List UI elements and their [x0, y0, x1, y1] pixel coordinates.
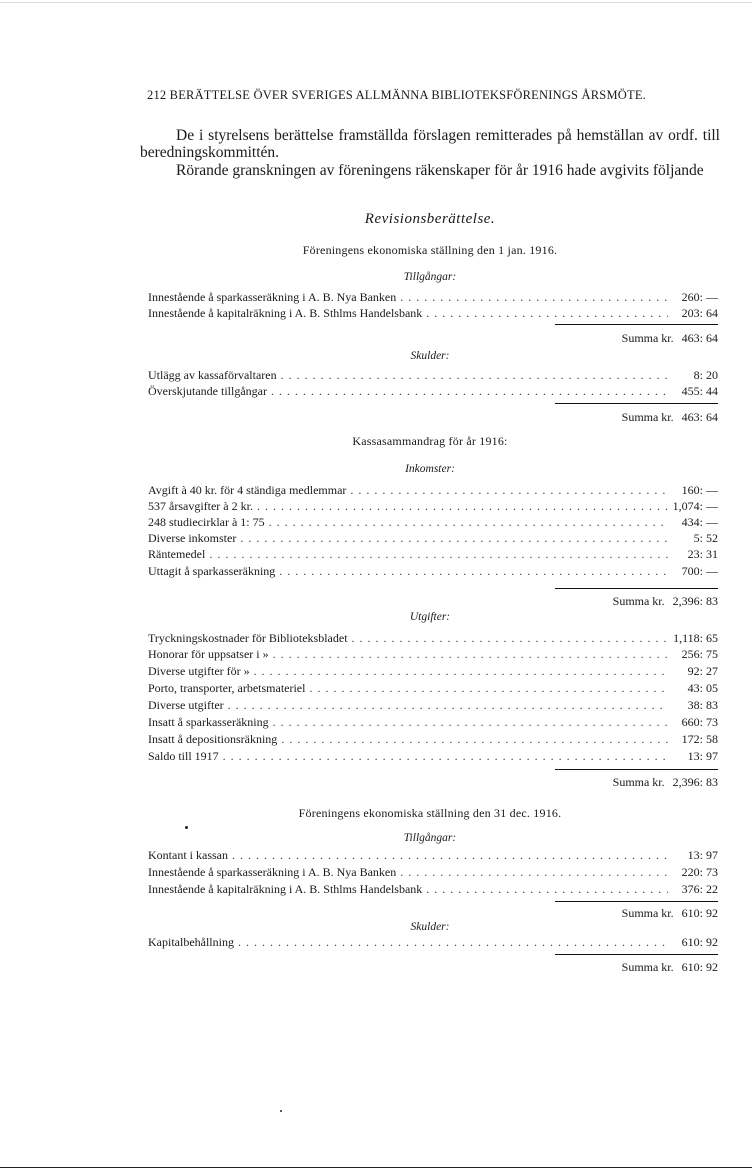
sum-line [613, 593, 718, 609]
row-label: Innestående å sparkasseräkning i A. B. Nya Banken [148, 865, 397, 879]
running-header: 212 BERÄTTELSE ÖVER SVERIGES ALLMÄNNA BIBLIOTEKSFÖRENINGS ÅRSMÖTE. [147, 88, 646, 102]
row-amount: 43: 05 [687, 681, 718, 695]
assets-heading-jan: Tillgångar: [403, 271, 457, 283]
ledger-row [148, 881, 718, 897]
sum-label: Summa kr. [621, 960, 674, 974]
section-heading-cash-summary: Kassasammandrag för år 1916: [352, 434, 508, 448]
row-label: Avgift à 40 kr. för 4 ständiga medlemmar [148, 483, 347, 497]
row-amount: 13: 97 [687, 848, 718, 862]
sum-label: Summa kr. [612, 775, 665, 789]
row-amount: 700: — [681, 564, 718, 578]
sum-label: Summa kr. [621, 906, 674, 920]
ledger-row [148, 563, 718, 579]
row-amount: 13: 97 [687, 749, 718, 763]
row-label: Kontant i kassan [148, 848, 228, 862]
sum-rule [555, 403, 718, 404]
ledger-row [148, 367, 718, 383]
row-amount: 1,118: 65 [673, 631, 718, 645]
ledger-row [148, 289, 718, 305]
row-amount: 1,074: — [672, 499, 718, 513]
row-label: Överskjutande tillgångar [148, 384, 267, 398]
sum-rule [555, 954, 718, 955]
row-label: Innestående å sparkasseräkning i A. B. Nya Banken [148, 290, 397, 304]
row-amount: 160: — [681, 483, 718, 497]
row-label: Insatt å sparkasseräkning [148, 715, 269, 729]
row-label: Tryckningskostnader för Biblioteksbladet [148, 631, 348, 645]
sum-line [622, 905, 718, 921]
sum-label: Summa kr. [612, 594, 665, 608]
row-label: Insatt å depositionsräkning [148, 732, 278, 746]
row-amount: 38: 83 [687, 698, 718, 712]
paragraph-audit: Rörande granskningen av föreningens räkenskaper för år 1916 hade avgivits följande [176, 162, 704, 179]
ledger-row [148, 383, 718, 399]
sum-line [622, 409, 718, 425]
row-amount: 660: 73 [681, 715, 718, 729]
section-heading-jan: Föreningens ekonomiska ställning den 1 jan. 1916. [302, 243, 558, 257]
sum-label: Summa kr. [621, 331, 674, 345]
row-amount: 203: 64 [681, 306, 718, 320]
row-label: 537 årsavgifter à 2 kr. [148, 499, 253, 513]
row-amount: 260: — [681, 290, 718, 304]
print-speck [185, 826, 188, 829]
sum-rule [555, 769, 718, 770]
sum-amount: 463: 64 [681, 410, 718, 424]
row-label: Utlägg av kassaförvaltaren [148, 368, 277, 382]
row-label: Honorar för uppsatser i » [148, 647, 269, 661]
row-amount: 376: 22 [681, 882, 718, 896]
sum-amount: 2,396: 83 [672, 775, 718, 789]
row-amount: 8: 20 [693, 368, 718, 382]
row-amount: 92: 27 [687, 664, 718, 678]
paragraph-remittance: De i styrelsens berättelse framställda förslagen remitterades på hemställan av ordf. till beredningskommittén. [140, 127, 720, 161]
row-amount: 23: 31 [687, 547, 718, 561]
liabilities-heading-dec: Skulder: [410, 921, 450, 933]
row-label: Räntemedel [148, 547, 206, 561]
sum-rule [555, 324, 718, 325]
sum-rule [555, 901, 718, 902]
row-amount: 172: 58 [681, 732, 718, 746]
report-title: Revisionsberättelse. [364, 211, 496, 227]
ledger-row [148, 934, 718, 950]
row-label: Diverse utgifter [148, 698, 224, 712]
sum-line [613, 774, 718, 790]
row-amount: 5: 52 [693, 531, 718, 545]
liabilities-heading-jan: Skulder: [410, 350, 450, 362]
row-label: Porto, transporter, arbetsmateriel [148, 681, 306, 695]
row-label: Kapitalbehållning [148, 935, 234, 949]
expenses-heading: Utgifter: [409, 611, 451, 623]
ledger-row [148, 731, 718, 747]
ledger-row [148, 680, 718, 696]
row-label: Saldo till 1917 [148, 749, 219, 763]
income-heading: Inkomster: [405, 463, 455, 475]
section-heading-dec: Föreningens ekonomiska ställning den 31 dec. 1916. [298, 806, 562, 820]
ledger-row [148, 514, 718, 530]
sum-amount: 610: 92 [681, 960, 718, 974]
ledger-row [148, 864, 718, 880]
row-label: Innestående å kapitalräkning i A. B. Sthlms Handelsbank [148, 306, 423, 320]
row-amount: 455: 44 [681, 384, 718, 398]
ledger-row [148, 305, 718, 321]
ledger-row [148, 630, 718, 646]
sum-amount: 463: 64 [681, 331, 718, 345]
ledger-row [148, 646, 718, 662]
ledger-row [148, 546, 718, 562]
row-amount: 610: 92 [681, 935, 718, 949]
row-label: Diverse inkomster [148, 531, 237, 545]
sum-amount: 2,396: 83 [672, 594, 718, 608]
sum-amount: 610: 92 [681, 906, 718, 920]
ledger-row [148, 697, 718, 713]
row-amount: 220: 73 [681, 865, 718, 879]
row-amount: 256: 75 [681, 647, 718, 661]
print-speck [280, 1110, 282, 1112]
ledger-row [148, 482, 718, 498]
sum-line [622, 959, 718, 975]
sum-line [622, 330, 718, 346]
ledger-row [148, 847, 718, 863]
ledger-row [148, 530, 718, 546]
assets-heading-dec: Tillgångar: [403, 832, 457, 844]
row-label: Innestående å kapitalräkning i A. B. Sthlms Handelsbank [148, 882, 423, 896]
page-top-edge [0, 2, 752, 3]
ledger-row [148, 714, 718, 730]
ledger-row [148, 748, 718, 764]
row-amount: 434: — [681, 515, 718, 529]
row-label: 248 studiecirklar à 1: 75 [148, 515, 265, 529]
sum-label: Summa kr. [621, 410, 674, 424]
ledger-row [148, 663, 718, 679]
row-label: Uttagit å sparkasseräkning [148, 564, 276, 578]
row-label: Diverse utgifter för » [148, 664, 250, 678]
ledger-row [148, 498, 718, 514]
sum-rule [555, 588, 718, 589]
page-bottom-edge [0, 1167, 752, 1168]
